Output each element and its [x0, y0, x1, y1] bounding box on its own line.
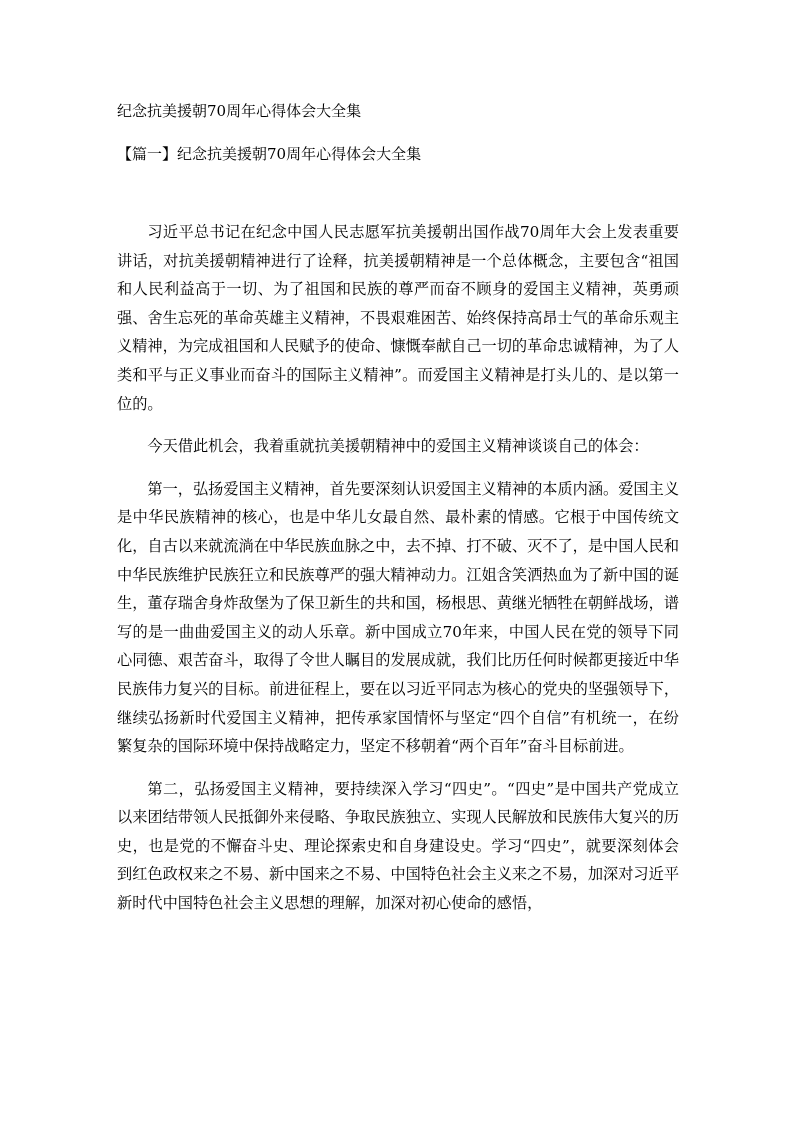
paragraph-intro: 习近平总书记在纪念中国人民志愿军抗美援朝出国作战70周年大会上发表重要讲话，对抗美援朝精神进行了诠释，抗美援朝精神是一个总体概念，主要包含“祖国和人民利益高于一切、为了祖国和民族的尊严而奋不顾身的爱国主义精神，英勇顽强、舍生忘死的革命英雄主义精神，不畏艰难困苦、始终保持高昂士气的革命乐观主义精神，为完成祖国和人民赋予的使命、慷慨奉献自己一切的革命忠诚精神，为了人类和平与正义事业而奋斗的国际主义精神”。而爱国主义精神是打头儿的、是以第一位的。 [117, 223, 679, 413]
document-title: 纪念抗美援朝70周年心得体会大全集 [117, 102, 362, 120]
paragraph-transition: 今天借此机会，我着重就抗美援朝精神中的爱国主义精神谈谈自己的体会： [147, 437, 649, 456]
paragraph-point-two: 第二，弘扬爱国主义精神，要持续深入学习“四史”。“四史”是中国共产党成立以来团结带领人民抵御外来侵略、争取民族独立、实现人民解放和民族伟大复兴的历史，也是党的不懈奋斗史、理论探索史和自身建设史。学习“四史”，就要深刻体会到红色政权来之不易、新中国来之不易、中国特色社会主义来之不易，加深对习近平新时代中国特色社会主义思想的理解，加深对初心使命的感悟， [117, 779, 679, 913]
paragraph-point-one: 第一，弘扬爱国主义精神，首先要深刻认识爱国主义精神的本质内涵。爱国主义是中华民族精神的核心，也是中华儿女最自然、最朴素的情感。它根于中国传统文化，自古以来就流淌在中华民族血脉之中，去不掉、打不破、灭不了，是中国人民和中华民族维护民族狂立和民族尊严的强大精神动力。江姐含笑洒热血为了新中国的诞生，董存瑞舍身炸敌堡为了保卫新生的共和国，杨根思、黄继光牺牲在朝鲜战场，谱写的是一曲曲爱国主义的动人乐章。新中国成立70年来，中国人民在党的领导下同心同德、艰苦奋斗，取得了令世人瞩目的发展成就，我们比历任何时候都更接近中华民族伟力复兴的目标。前进征程上，要在以习近平同志为核心的党央的坚强领导下，继续弘扬新时代爱国主义精神，把传承家国情怀与坚定“四个自信”有机统一，在纷繁复杂的国际环境中保持战略定力，坚定不移朝着“两个百年”奋斗目标前进。 [117, 479, 679, 756]
document-body [117, 218, 679, 932]
section-heading: 【篇一】纪念抗美援朝70周年心得体会大全集 [117, 145, 422, 163]
